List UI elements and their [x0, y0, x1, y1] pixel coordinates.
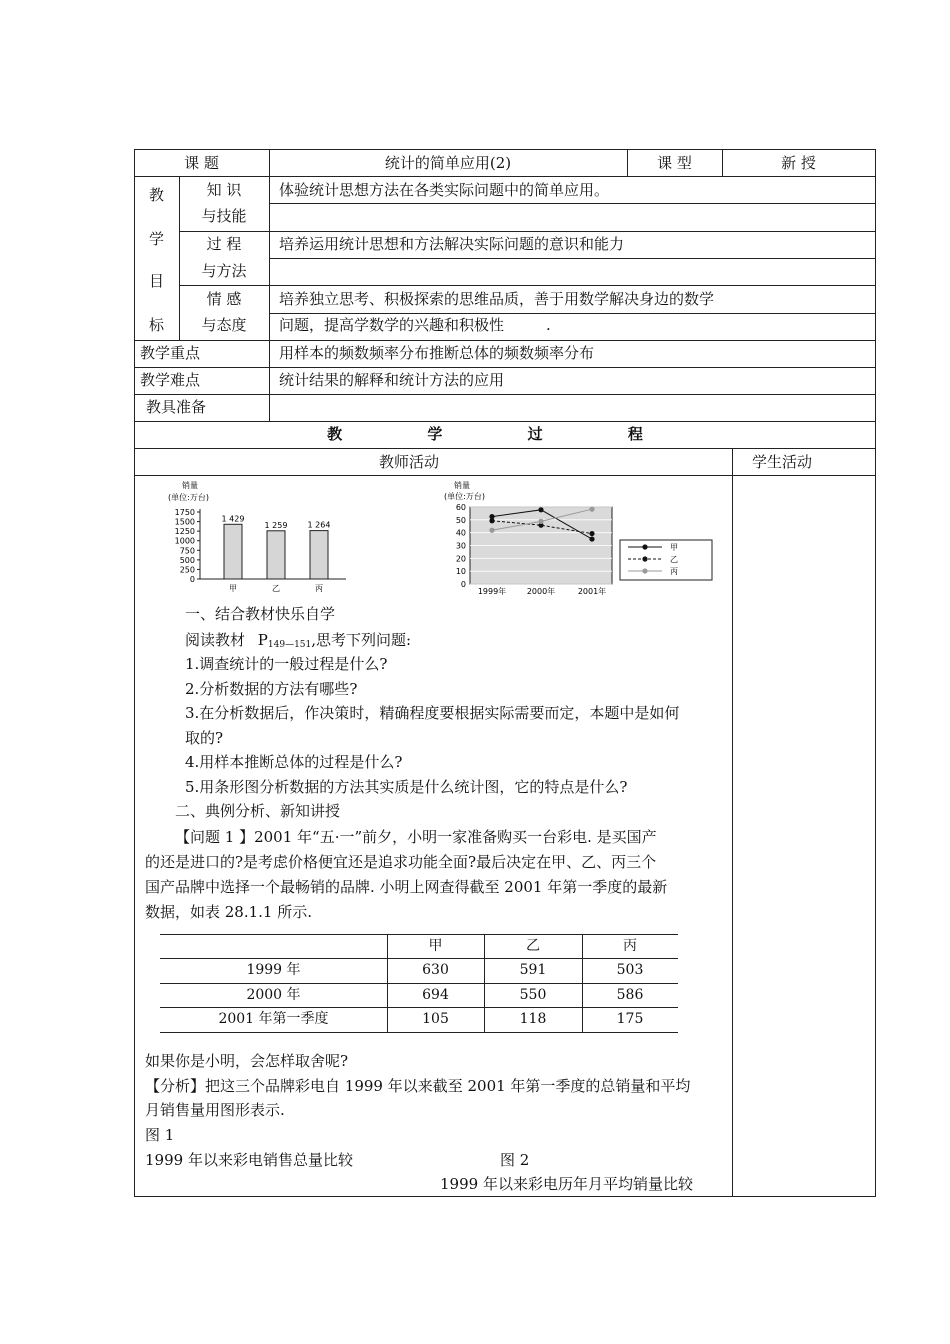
bar-y-tick-label: 750: [179, 546, 195, 556]
table-cell: 591: [519, 962, 547, 978]
legend-label: 丙: [670, 567, 678, 576]
question-4: 4.用样本推断总体的过程是什么?: [185, 753, 403, 771]
bar-y-tick-label: 1500: [174, 517, 195, 527]
legend-marker: [642, 568, 647, 573]
attitude-label-2: 与态度: [201, 316, 247, 334]
section-2-title: 二、典例分析、新知讲授: [175, 802, 341, 820]
bar-category-label: 丙: [315, 584, 323, 593]
legend-label: 乙: [670, 555, 678, 564]
bar: [267, 531, 285, 579]
key-point-text: 用样本的频数频率分布推断总体的频数频率分布: [279, 344, 595, 362]
objectives-label-1: 教: [148, 186, 164, 204]
bar-chart-unit-sub: (单位:万台): [168, 493, 209, 502]
legend-label: 甲: [670, 543, 678, 552]
knowledge-text: 体验统计思想方法在各类实际问题中的简单应用。: [279, 181, 610, 199]
series-point: [538, 519, 543, 524]
legend-marker: [642, 544, 647, 549]
bar-category-label: 乙: [272, 584, 280, 593]
table-header-b: 乙: [526, 938, 540, 954]
attitude-label-1: 情 感: [206, 290, 242, 308]
difficulty-text: 统计结果的解释和统计方法的应用: [279, 371, 505, 389]
knowledge-label-2: 与技能: [201, 207, 247, 225]
line-legend-box: [620, 540, 712, 580]
bar: [224, 524, 242, 579]
question-1: 1.调查统计的一般过程是什么?: [185, 655, 388, 673]
table-row-label: 2001 年第一季度: [218, 1011, 329, 1027]
table-cell: 503: [616, 962, 644, 978]
table-cell: 630: [422, 962, 449, 978]
reading-line: [185, 633, 411, 650]
table-cell: 586: [616, 987, 644, 1003]
type-value: 新 授: [781, 154, 816, 172]
table-cell: 118: [519, 1011, 547, 1027]
bar-y-tick-label: 0: [189, 575, 195, 584]
problem-line-4: 数据，如表 28.1.1 所示.: [145, 903, 313, 921]
attitude-text-2: 问题，提高学数学的兴趣和积极性: [279, 316, 505, 334]
process-title: 教 学 过 程: [327, 425, 683, 443]
bar-y-tick-label: 250: [179, 565, 195, 575]
key-point-label: 教学重点: [140, 344, 201, 362]
teacher-activity-header: 教师活动: [379, 453, 440, 471]
bar-value-label: 1 429: [221, 514, 245, 524]
bar-chart-unit: 销量: [182, 481, 198, 490]
process-text: 培养运用统计思想和方法解决实际问题的意识和能力: [279, 235, 625, 253]
line-y-tick-label: 20: [455, 554, 466, 564]
table-header-c: 丙: [623, 938, 637, 954]
line-y-tick-label: 10: [455, 567, 466, 577]
series-point: [489, 528, 494, 533]
line-chart-unit: 销量: [454, 481, 470, 490]
student-activity-header: 学生活动: [752, 453, 813, 471]
attitude-text-dot: .: [546, 316, 551, 334]
reading-pages: 149—151: [267, 640, 312, 650]
bar: [310, 531, 328, 579]
figure-1-label: 图 1: [145, 1126, 175, 1144]
bar-category-label: 甲: [229, 584, 237, 593]
bar-value-label: 1 264: [307, 520, 331, 530]
objectives-label-4: 标: [148, 316, 164, 334]
attitude-text: 培养独立思考、积极探索的思维品质，善于用数学解决身边的数学: [279, 290, 715, 308]
section-1-title: 一、结合教材快乐自学: [185, 605, 336, 623]
series-point: [538, 507, 543, 512]
series-point: [589, 507, 594, 512]
process-label-2: 与方法: [201, 262, 247, 280]
problem-line-3: 国产品牌中选择一个最畅销的品牌. 小明上网查得截至 2001 年第一季度的最新: [145, 878, 668, 896]
series-point: [489, 518, 494, 523]
line-y-tick-label: 30: [455, 541, 466, 551]
line-x-tick-label: 2001年: [577, 587, 607, 596]
line-y-tick-label: 50: [455, 515, 466, 525]
table-cell: 694: [422, 987, 449, 1003]
reading-prefix: 阅读教材: [185, 631, 246, 649]
series-point: [589, 531, 594, 536]
line-y-tick-label: 60: [455, 503, 466, 512]
process-label-1: 过 程: [206, 235, 242, 253]
figure-2-label: 图 2: [500, 1151, 530, 1169]
figure-2-caption: 1999 年以来彩电历年月平均销量比较: [440, 1175, 693, 1193]
tools-label: 教具准备: [146, 398, 207, 416]
problem-line-1: 【问题 1 】2001 年“五·一”前夕，小明一家准备购买一台彩电. 是买国产: [175, 828, 657, 846]
reading-page: P: [257, 631, 268, 649]
difficulty-label: 教学难点: [140, 371, 201, 389]
analysis-line-2: 月销售量用图形表示.: [145, 1101, 285, 1119]
objectives-label-2: 学: [148, 230, 164, 248]
table-header-a: 甲: [428, 938, 443, 954]
bar-y-tick-label: 1750: [174, 508, 195, 517]
bar-y-tick-label: 500: [179, 555, 195, 565]
topic-label: 课 题: [184, 154, 219, 172]
bar-value-label: 1 259: [264, 520, 288, 530]
line-x-tick-label: 2000年: [526, 587, 556, 596]
question-3-cont: 取的?: [185, 729, 224, 747]
line-chart-unit-sub: (单位:万台): [444, 492, 485, 501]
table-row-label: 2000 年: [246, 987, 301, 1003]
bar-y-tick-label: 1250: [174, 527, 195, 537]
table-cell: 175: [616, 1011, 644, 1027]
analysis-line-1: 【分析】把这三个品牌彩电自 1999 年以来截至 2001 年第一季度的总销量和平均: [145, 1077, 691, 1095]
objectives-label-3: 目: [148, 272, 164, 290]
question-choice: 如果你是小明，会怎样取舍呢?: [145, 1052, 349, 1070]
figure-1-caption: 1999 年以来彩电销售总量比较: [145, 1151, 353, 1169]
legend-marker: [642, 556, 647, 561]
question-2: 2.分析数据的方法有哪些?: [185, 680, 358, 698]
knowledge-label-1: 知 识: [206, 181, 242, 199]
bar-chart: [164, 480, 354, 598]
line-y-tick-label: 40: [455, 528, 466, 538]
bar-y-tick-label: 1000: [174, 536, 195, 546]
series-point: [589, 536, 594, 541]
table-cell: 550: [519, 987, 547, 1003]
reading-suffix: ,思考下列问题:: [311, 631, 412, 649]
type-label: 课 型: [657, 154, 692, 172]
problem-line-2: 的还是进口的?是考虑价格便宜还是追求功能全面?最后决定在甲、乙、丙三个: [145, 853, 657, 871]
topic-value: 统计的简单应用(2): [384, 154, 512, 172]
line-y-tick-label: 0: [460, 580, 466, 589]
table-row-label: 1999 年: [246, 962, 301, 978]
table-cell: 105: [422, 1011, 449, 1027]
line-chart: [440, 480, 720, 598]
question-3: 3.在分析数据后，作决策时，精确程度要根据实际需要而定，本题中是如何: [185, 704, 680, 722]
line-x-tick-label: 1999年: [477, 587, 507, 596]
question-5: 5.用条形图分析数据的方法其实质是什么统计图，它的特点是什么?: [185, 778, 628, 796]
